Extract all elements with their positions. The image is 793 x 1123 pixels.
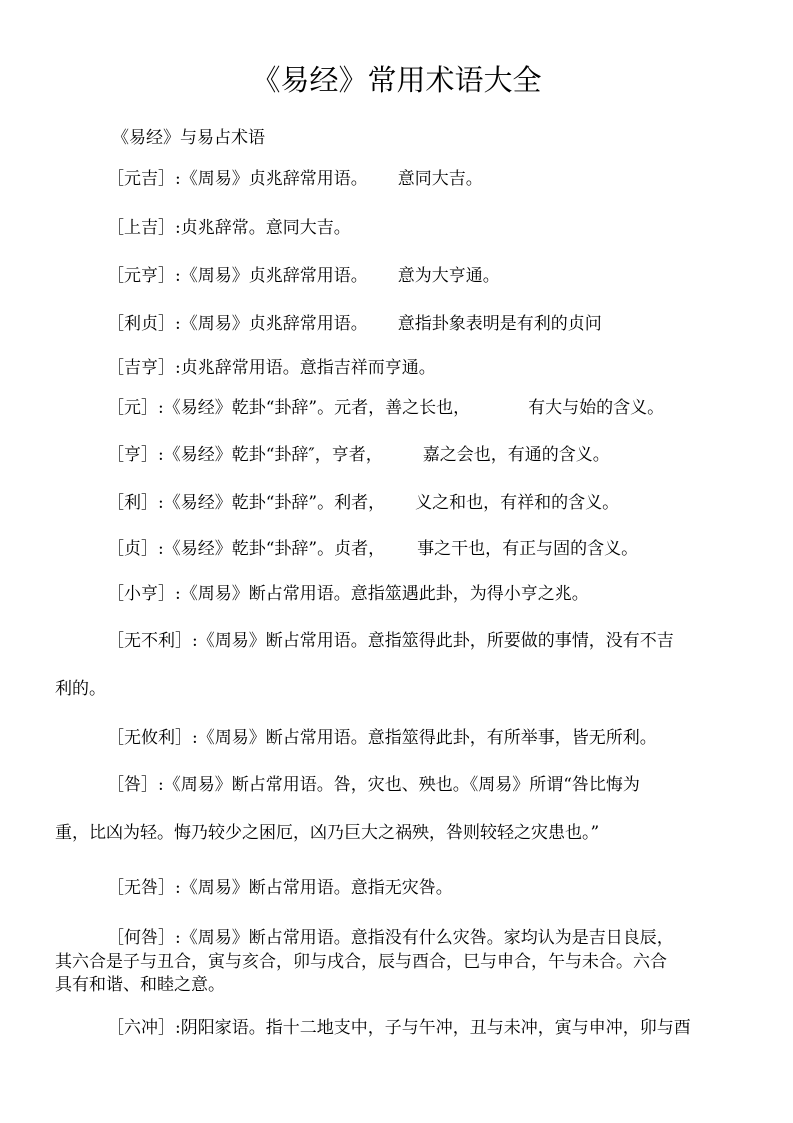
term-entry-continuation	[55, 677, 106, 701]
entry-text: 具有和谐、和睦之意。	[55, 975, 225, 995]
entry-meaning: 嘉之会也，有通的含义。	[422, 445, 610, 465]
entry-text: ［无咎］:《周易》断占常用语。意指无灾咎。	[107, 878, 453, 898]
entry-meaning: 事之干也，有正与固的含义。	[417, 539, 639, 559]
section-heading: 《易经》与易占术语	[112, 128, 265, 148]
entry-text: 利的。	[55, 679, 106, 699]
entry-text: ［利贞］:《周易》贞兆辞常用语。	[107, 314, 368, 334]
page-title: 《易经》常用术语大全	[251, 63, 542, 97]
term-entry	[107, 726, 657, 750]
term-entry	[107, 264, 500, 288]
term-entry-continuation	[55, 950, 667, 974]
term-entry	[107, 443, 610, 467]
entry-text: ［无不利］:《周易》断占常用语。意指筮得此卦，所要做的事情，没有不吉	[107, 631, 674, 651]
entry-text: 其六合是子与丑合，寅与亥合，卯与戌合，辰与酉合，巳与申合，午与未合。六合	[55, 952, 667, 972]
term-entry	[107, 537, 638, 561]
term-entry-continuation	[55, 973, 225, 997]
term-entry	[107, 773, 640, 797]
entry-text: ［何咎］:《周易》断占常用语。意指没有什么灾咎。家均认为是吉日良辰，	[107, 928, 674, 948]
entry-meaning: 意为大亨通。	[397, 266, 500, 286]
entry-text: ［小亨］:《周易》断占常用语。意指筮遇此卦，为得小亨之兆。	[107, 584, 589, 604]
entry-text: ［上吉］:贞兆辞常。意同大吉。	[107, 218, 351, 238]
entry-text: ［贞］:《易经》乾卦“卦辞”。贞者，	[107, 539, 386, 559]
entry-text: ［咎］:《周易》断占常用语。咎，灾也、殃也。《周易》所谓“咎比悔为	[107, 775, 640, 795]
term-entry	[107, 396, 664, 420]
term-entry	[107, 216, 351, 240]
entry-text: ［元吉］:《周易》贞兆辞常用语。	[107, 169, 368, 189]
entry-meaning: 意指卦象表明是有利的贞问	[397, 314, 602, 334]
term-entry	[107, 876, 453, 900]
entry-meaning: 有大与始的含义。	[528, 398, 665, 418]
term-entry	[107, 167, 483, 191]
term-entry	[107, 312, 602, 336]
entry-text: ［吉亨］:贞兆辞常用语。意指吉祥而亨通。	[107, 358, 436, 378]
entry-text: ［亨］:《易经》乾卦“卦辞″，亨者，	[107, 445, 383, 465]
entry-text: ［无攸利］:《周易》断占常用语。意指筮得此卦，有所举事，皆无所利。	[107, 728, 657, 748]
entry-meaning: 意同大吉。	[397, 169, 483, 189]
entry-meaning: 义之和也，有祥和的含义。	[415, 493, 620, 513]
term-entry	[107, 629, 674, 653]
term-entry	[107, 491, 619, 515]
entry-text: ［利］:《易经》乾卦“卦辞”。利者，	[107, 493, 386, 513]
term-entry	[107, 582, 589, 606]
term-entry	[107, 1016, 691, 1040]
entry-text: ［元亨］:《周易》贞兆辞常用语。	[107, 266, 368, 286]
entry-text: ［六冲］:阴阳家语。指十二地支中，子与午冲，丑与未冲，寅与申冲，卯与酉	[107, 1018, 691, 1038]
entry-text: ［元］:《易经》乾卦“卦辞”。元者，善之长也，	[107, 398, 471, 418]
term-entry	[107, 356, 436, 380]
term-entry	[107, 926, 674, 950]
term-entry-continuation	[55, 821, 599, 845]
entry-text: 重，比凶为轻。悔乃较少之困厄，凶乃巨大之祸殃，咎则较轻之灾患也。”	[55, 823, 600, 843]
